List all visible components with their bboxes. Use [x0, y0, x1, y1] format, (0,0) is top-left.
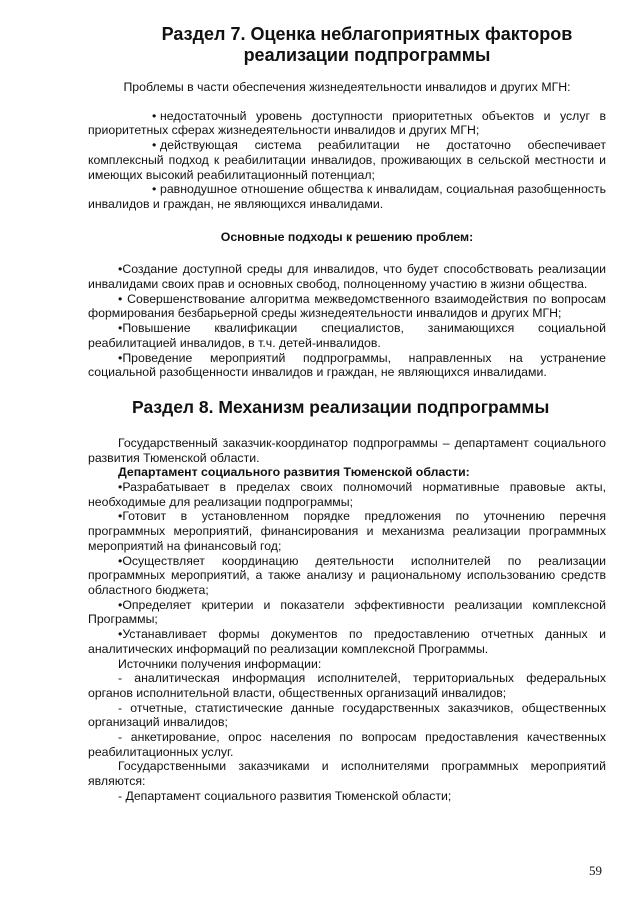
section8-body [88, 436, 606, 804]
section7-title-line2: реализации подпрограммы [243, 45, 491, 65]
bullet-icon: • [118, 480, 123, 495]
list-item: • равнодушное отношение общества к инвалидам, социальная разобщенность инвалидов и граждан, не являющихся инвалидами. [88, 182, 606, 211]
customers-heading: Государственными заказчиками и исполнителями программных мероприятий являются: [88, 759, 606, 789]
bullet-icon: • [118, 509, 123, 524]
bullet-icon: • [152, 138, 157, 153]
bullet-icon: • [118, 553, 123, 568]
list-item: •Готовит в установленном порядке предложения по уточнению перечня программных мероприятий, финансирования и механизма реализации программных мероприятий на финансовый год; [88, 509, 606, 553]
approaches-heading: Основные подходы к решению проблем: [220, 229, 474, 244]
bullet-icon: • [118, 597, 123, 612]
list-item: •Создание доступной среды для инвалидов, что будет способствовать реализации инвалидами своих прав и основных свобод, полноценному участию в жизни общества. [88, 262, 606, 292]
list-item: - анкетирование, опрос населения по вопросам предоставления качественных реабилитационных услуг. [88, 730, 606, 759]
approaches-list [88, 262, 606, 380]
bullet-icon: • [118, 350, 123, 365]
section7-title-line1: Раздел 7. Оценка неблагоприятных факторов [161, 24, 573, 44]
list-item: • действующая система реабилитации не достаточно обеспечивает комплексный подход к реабилитации инвалидов, проживающих в сельской местности и имеющих высокий реабилитационный потенциал; [88, 138, 606, 182]
list-item: •Проведение мероприятий подпрограммы, направленных на устранение социальной разобщенности инвалидов и граждан, не являющихся инвалидами. [88, 350, 606, 380]
list-item: •Повышение квалификации специалистов, занимающихся социальной реабилитацией инвалидов, в т.ч. детей-инвалидов. [88, 321, 606, 350]
list-item: •Устанавливает формы документов по предоставлению отчетных данных и аналитических информаций по реализации комплексной Программы. [88, 627, 606, 656]
list-item: •Осуществляет координацию деятельности исполнителей по реализации программных мероприятий, а также анализу и рациональному использованию средств областного бюджета; [88, 553, 606, 597]
problems-list [88, 109, 606, 212]
bullet-icon: • [118, 262, 123, 277]
list-item: - аналитическая информация исполнителей, территориальных федеральных органов исполнительной власти, общественных организаций инвалидов; [88, 671, 606, 700]
bullet-icon: • [118, 627, 123, 642]
bullet-icon: • [118, 321, 123, 336]
document-page [88, 24, 606, 804]
list-item: •Разрабатывает в пределах своих полномочий нормативные правовые акты, необходимые для реализации подпрограммы; [88, 480, 606, 509]
list-item: • Совершенствование алгоритма межведомственного взаимодействия по вопросам формирования безбарьерной среды жизнедеятельности инвалидов и других МГН; [88, 291, 606, 321]
dept-heading: Департамент социального развития Тюменской области: [118, 465, 470, 480]
problems-intro: Проблемы в части обеспечения жизнедеятельности инвалидов и других МГН: [123, 80, 571, 94]
coordinator-text: Государственный заказчик-координатор подпрограммы – департамент социального развития Тюменской области. [88, 435, 606, 465]
bullet-icon: • [118, 291, 123, 306]
list-item: • недостаточный уровень доступности приоритетных объектов и услуг в приоритетных сферах жизнедеятельности инвалидов и других МГН; [88, 108, 606, 138]
sources-heading: Источники получения информации: [118, 656, 322, 671]
list-item: - Департамент социального развития Тюменской области; [118, 788, 452, 803]
section7-title [128, 24, 606, 66]
bullet-icon: • [152, 182, 157, 197]
list-item: •Определяет критерии и показатели эффективности реализации комплексной Программы; [88, 597, 606, 627]
bullet-icon: • [152, 108, 157, 123]
section8-title: Раздел 8. Механизм реализации подпрограммы [132, 396, 550, 417]
page-number: 59 [589, 863, 602, 878]
list-item: - отчетные, статистические данные государственных заказчиков, общественных организаций инвалидов; [88, 700, 606, 730]
